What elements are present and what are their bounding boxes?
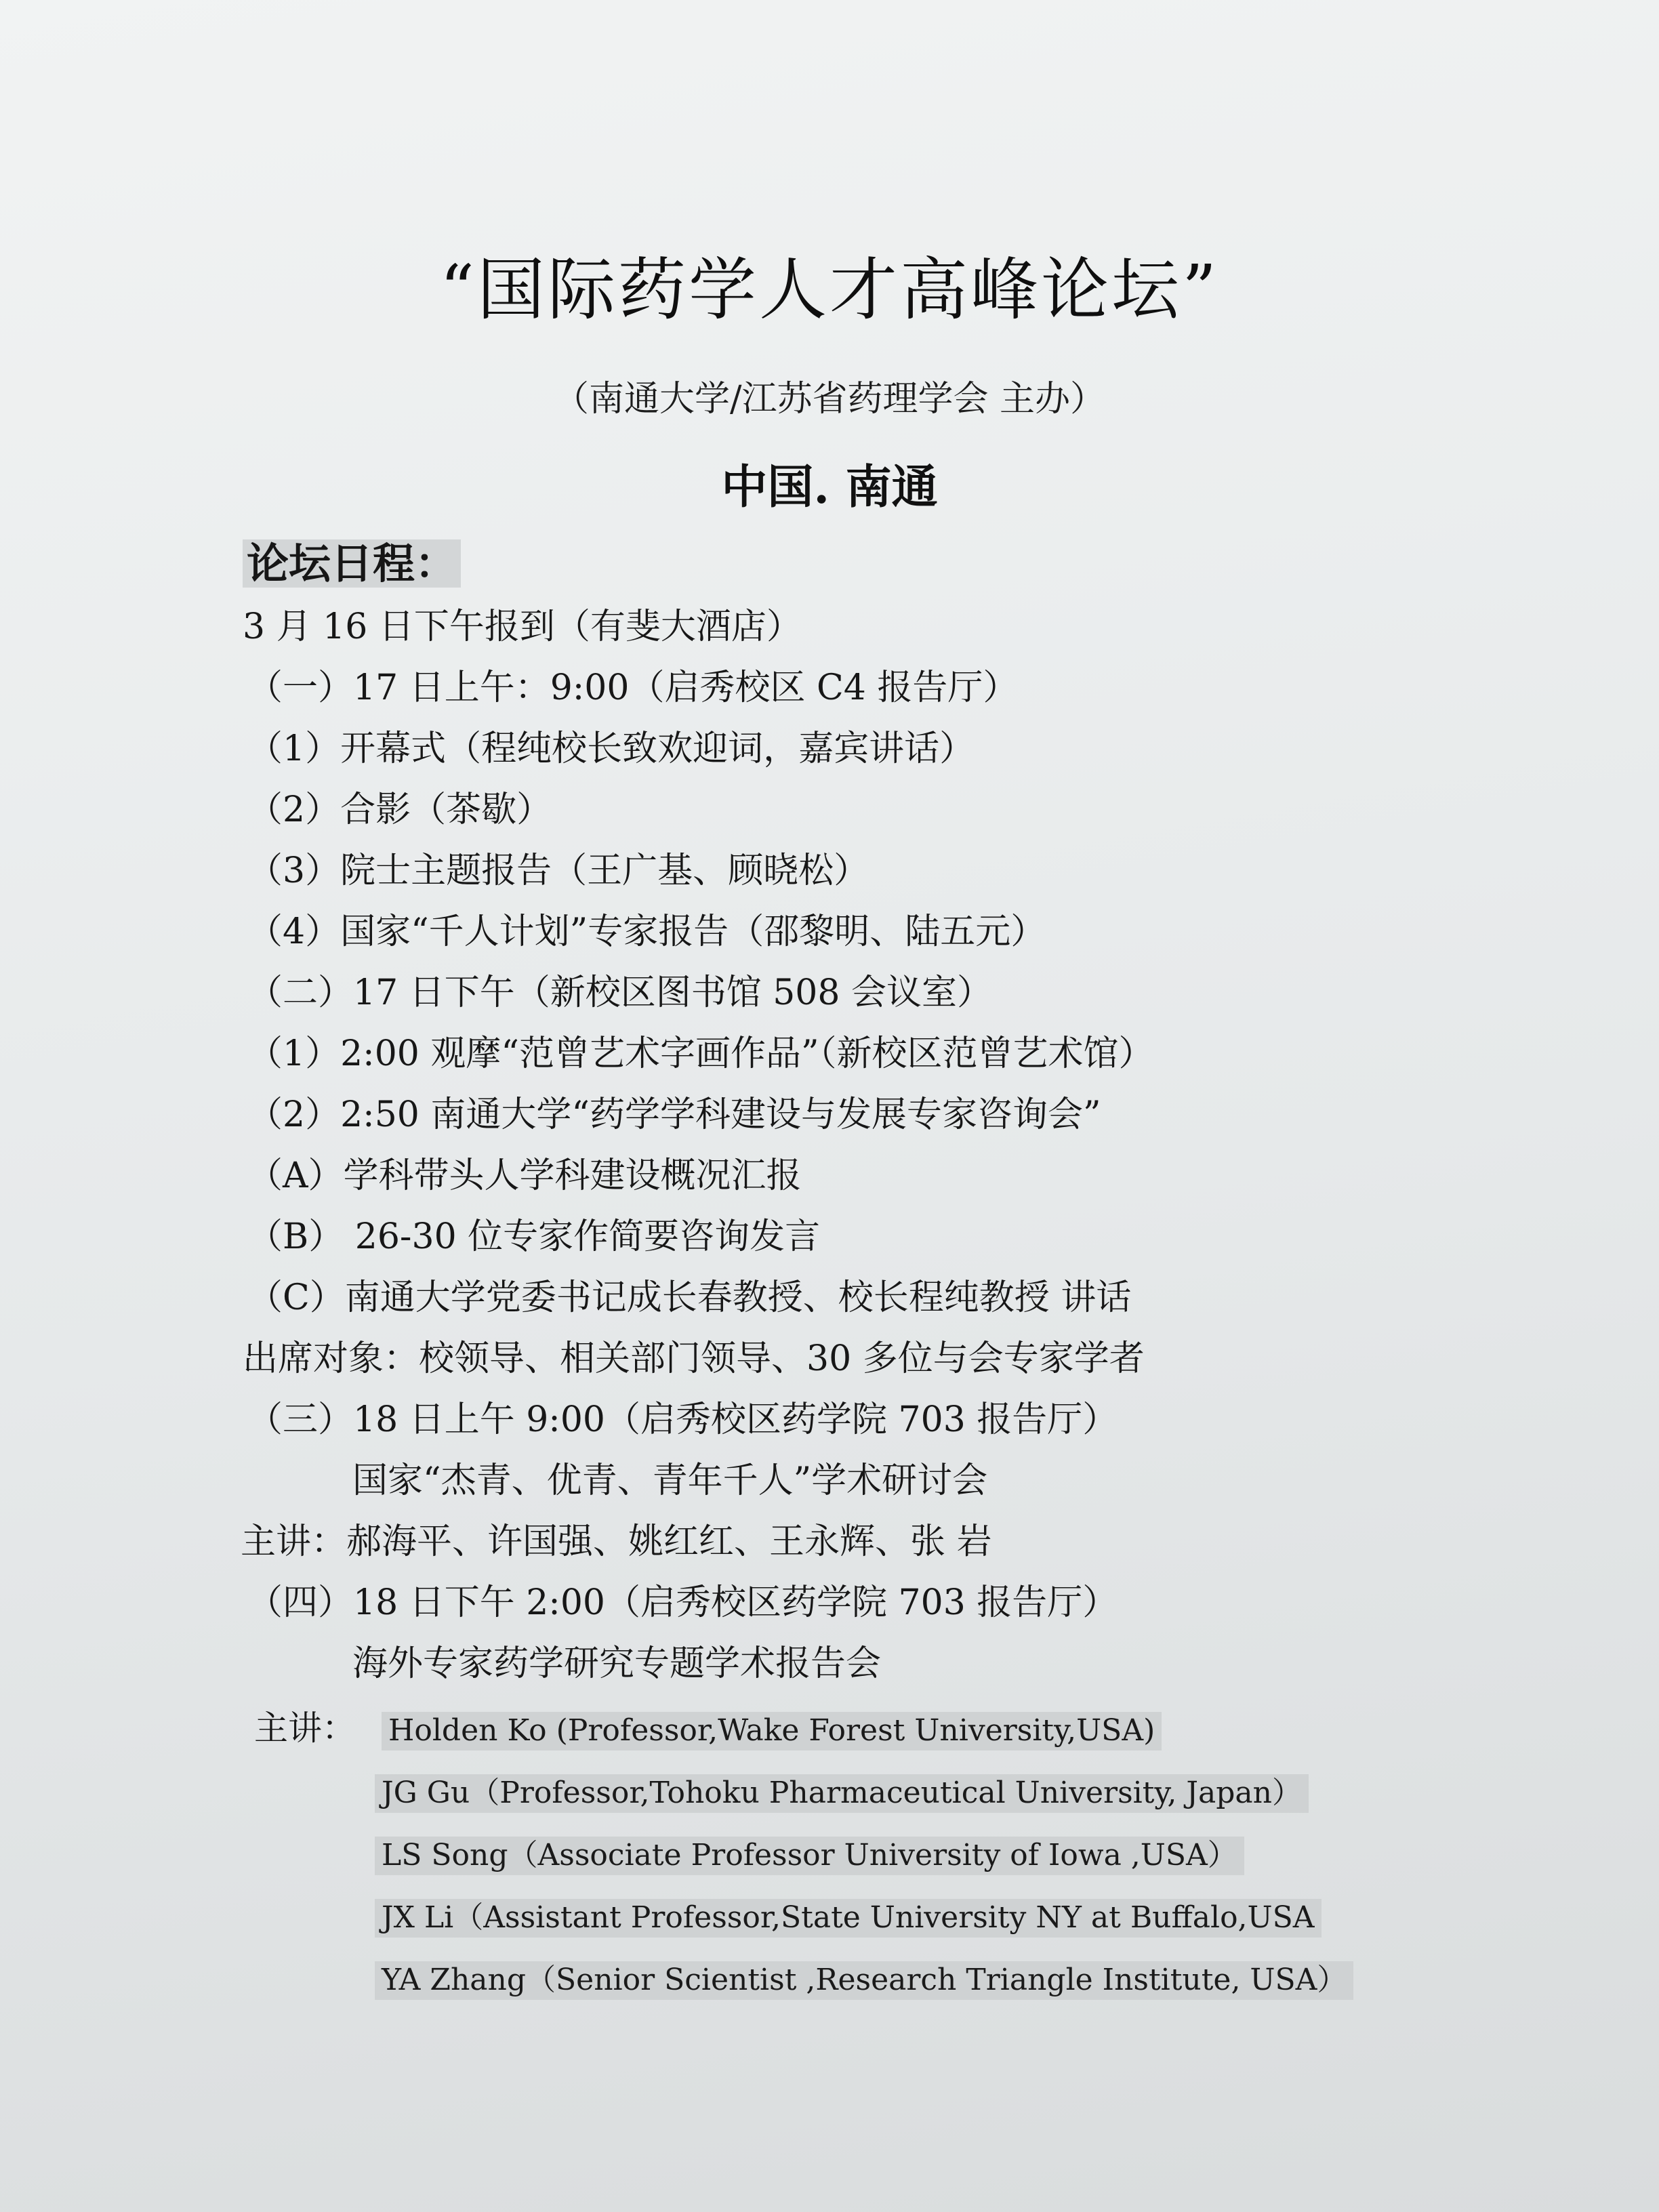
schedule-line: （四）18 日下午 2:00（启秀校区药学院 703 报告厅） xyxy=(247,1582,1118,1623)
schedule-line: （C）南通大学党委书记成长春教授、校长程纯教授 讲话 xyxy=(247,1277,1132,1318)
location-heading: 中国. 南通 xyxy=(721,460,938,514)
schedule-line: 出席对象：校领导、相关部门领导、30 多位与会专家学者 xyxy=(243,1338,1145,1379)
speakers-label: 主讲： xyxy=(254,1708,356,1748)
schedule-line: 海外专家药学研究专题学术报告会 xyxy=(352,1643,882,1684)
document-subtitle: （南通大学/江苏省药理学会 主办） xyxy=(553,379,1106,419)
speaker-entry: JG Gu（Professor,Tohoku Pharmaceutical University, Japan） xyxy=(375,1774,1309,1813)
document-title: “国际药学人才高峰论坛” xyxy=(439,250,1220,329)
schedule-line: （4）国家“千人计划”专家报告（邵黎明、陆五元） xyxy=(247,912,1046,952)
schedule-line: （2）合影（茶歇） xyxy=(247,790,552,830)
speaker-entry: JX Li（Assistant Professor,State University NY at Buffalo,USA xyxy=(375,1899,1322,1938)
schedule-line: 3 月 16 日下午报到（有斐大酒店） xyxy=(243,607,802,647)
schedule-line: （1）开幕式（程纯校长致欢迎词，嘉宾讲话） xyxy=(247,729,975,769)
schedule-line: 国家“杰青、优青、青年千人”学术研讨会 xyxy=(352,1460,988,1501)
schedule-line: （1）2:00 观摩“范曾艺术字画作品”（新校区范曾艺术馆） xyxy=(247,1033,1154,1074)
schedule-line: （A）学科带头人学科建设概况汇报 xyxy=(247,1155,802,1196)
schedule-line: （二）17 日下午（新校区图书馆 508 会议室） xyxy=(247,972,993,1013)
schedule-line: （一）17 日上午：9:00（启秀校区 C4 报告厅） xyxy=(247,668,1019,708)
schedule-line: （2）2:50 南通大学“药学学科建设与发展专家咨询会” xyxy=(247,1094,1101,1135)
schedule-line: 主讲：郝海平、许国强、姚红红、王永辉、张 岩 xyxy=(241,1521,992,1562)
schedule-line: （B） 26-30 位专家作简要咨询发言 xyxy=(247,1216,821,1257)
schedule-line: （3）院士主题报告（王广基、顾晓松） xyxy=(247,851,869,891)
speaker-entry: YA Zhang（Senior Scientist ,Research Triangle Institute, USA） xyxy=(375,1961,1353,2000)
speaker-entry: Holden Ko (Professor,Wake Forest University,USA) xyxy=(382,1712,1162,1750)
schedule-heading: 论坛日程： xyxy=(243,539,461,588)
speaker-entry: LS Song（Associate Professor University of Iowa ,USA） xyxy=(375,1837,1244,1875)
schedule-line: （三）18 日上午 9:00（启秀校区药学院 703 报告厅） xyxy=(247,1399,1118,1440)
